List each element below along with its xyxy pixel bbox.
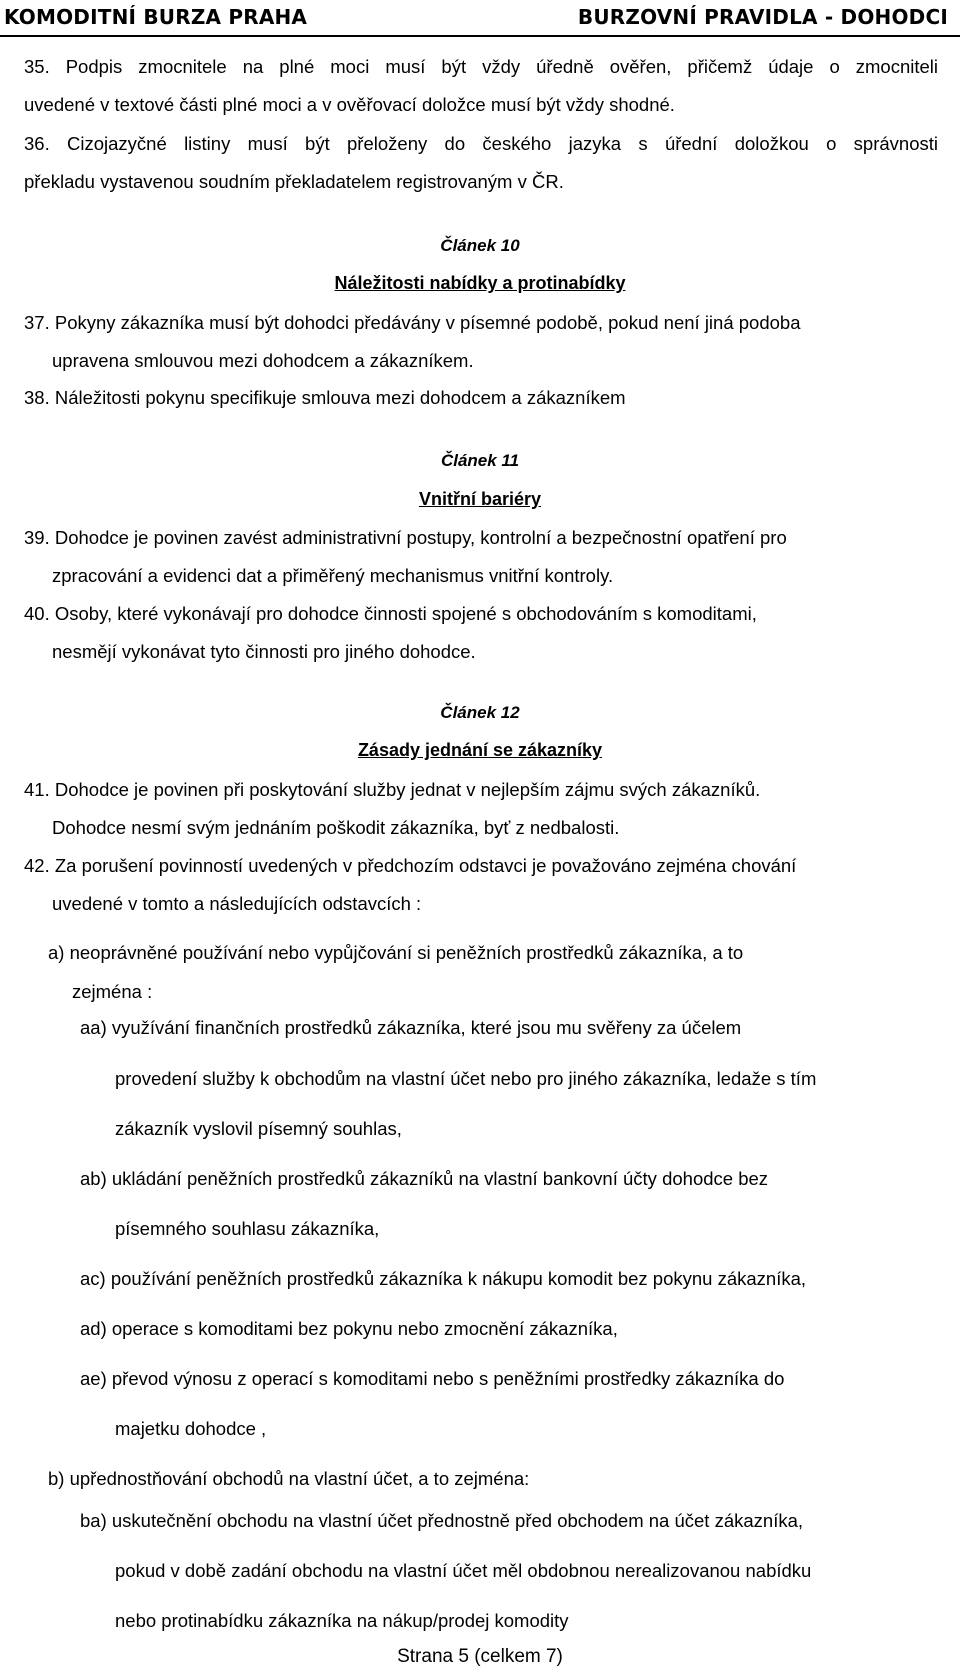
item-ba-line-2: pokud v době zadání obchodu na vlastní účet měl obdobnou nerealizovanou nabídku xyxy=(115,1560,812,1581)
item-ae-line-1: ae) převod výnosu z operací s komoditami nebo s peněžními prostředky zákazníka do xyxy=(80,1368,785,1389)
paragraph-42-line-2: uvedené v tomto a následujících odstavcích : xyxy=(52,893,422,914)
item-ba-line-1: ba) uskutečnění obchodu na vlastní účet přednostně před obchodem na účet zákazníka, xyxy=(80,1510,804,1531)
item-ab-line-2: písemného souhlasu zákazníka, xyxy=(115,1218,380,1239)
paragraph-35-line-2: uvedené v textové části plné moci a v ověřovací doložce musí být vždy shodné. xyxy=(24,94,675,115)
paragraph-39-line-2: zpracování a evidenci dat a přiměřený mechanismus vnitřní kontroly. xyxy=(52,565,614,586)
paragraph-41-line-1: 41. Dohodce je povinen při poskytování služby jednat v nejlepším zájmu svých zákazníků. xyxy=(24,779,761,800)
item-aa-line-3: zákazník vyslovil písemný souhlas, xyxy=(115,1118,402,1139)
item-a-line-2: zejména : xyxy=(72,981,153,1002)
page-number-footer: Strana 5 (celkem 7) xyxy=(397,1646,563,1667)
header-publisher: KOMODITNÍ BURZA PRAHA xyxy=(4,5,308,29)
paragraph-40-line-2: nesmějí vykonávat tyto činnosti pro jiného dohodce. xyxy=(52,641,476,662)
paragraph-40-line-1: 40. Osoby, které vykonávají pro dohodce činnosti spojené s obchodováním s komoditami, xyxy=(24,603,757,624)
item-ac: ac) používání peněžních prostředků zákazníka k nákupu komodit bez pokynu zákazníka, xyxy=(80,1268,807,1289)
paragraph-39-line-1: 39. Dohodce je povinen zavést administrativní postupy, kontrolní a bezpečnostní opatření pro xyxy=(24,527,787,548)
article-12-number: Článek 12 xyxy=(440,703,520,722)
paragraph-35-line-1: 35. Podpis zmocnitele na plné moci musí být vždy úředně ověřen, přičemž údaje o zmocniteli xyxy=(24,56,938,77)
paragraph-42-line-1: 42. Za porušení povinností uvedených v předchozím odstavci je považováno zejména chování xyxy=(24,855,797,876)
article-11-number: Článek 11 xyxy=(440,451,520,470)
paragraph-37-line-1: 37. Pokyny zákazníka musí být dohodci předávány v písemné podobě, pokud není jiná podoba xyxy=(24,312,801,333)
article-10-number: Článek 10 xyxy=(440,236,520,255)
paragraph-41-line-2: Dohodce nesmí svým jednáním poškodit zákazníka, byť z nedbalosti. xyxy=(52,817,620,838)
paragraph-38: 38. Náležitosti pokynu specifikuje smlouva mezi dohodcem a zákazníkem xyxy=(24,387,626,408)
header-rule xyxy=(0,35,960,37)
item-b: b) upřednostňování obchodů na vlastní účet, a to zejména: xyxy=(48,1468,530,1489)
item-ae-line-2: majetku dohodce , xyxy=(115,1418,267,1439)
item-a-line-1: a) neoprávněné používání nebo vypůjčování si peněžních prostředků zákazníka, a to xyxy=(48,942,744,963)
item-ad: ad) operace s komoditami bez pokynu nebo zmocnění zákazníka, xyxy=(80,1318,618,1339)
header-document-title: BURZOVNÍ PRAVIDLA - DOHODCI xyxy=(577,5,948,29)
item-aa-line-2: provedení služby k obchodům na vlastní účet nebo pro jiného zákazníka, ledaže s tím xyxy=(115,1068,817,1089)
article-12-heading: Zásady jednání se zákazníky xyxy=(357,740,603,760)
article-10-heading: Náležitosti nabídky a protinabídky xyxy=(334,273,626,293)
item-ba-line-3: nebo protinabídku zákazníka na nákup/prodej komodity xyxy=(115,1610,569,1631)
article-11-heading: Vnitřní bariéry xyxy=(418,489,542,509)
page-header xyxy=(0,0,960,38)
item-aa-line-1: aa) využívání finančních prostředků zákazníka, které jsou mu svěřeny za účelem xyxy=(80,1017,742,1038)
paragraph-37-line-2: upravena smlouvou mezi dohodcem a zákazníkem. xyxy=(52,350,474,371)
paragraph-36-line-2: překladu vystavenou soudním překladatelem registrovaným v ČR. xyxy=(24,171,564,192)
paragraph-36-line-1: 36. Cizojazyčné listiny musí být přeloženy do českého jazyka s úřední doložkou o správnosti xyxy=(24,133,938,154)
item-ab-line-1: ab) ukládání peněžních prostředků zákazníků na vlastní bankovní účty dohodce bez xyxy=(80,1168,769,1189)
